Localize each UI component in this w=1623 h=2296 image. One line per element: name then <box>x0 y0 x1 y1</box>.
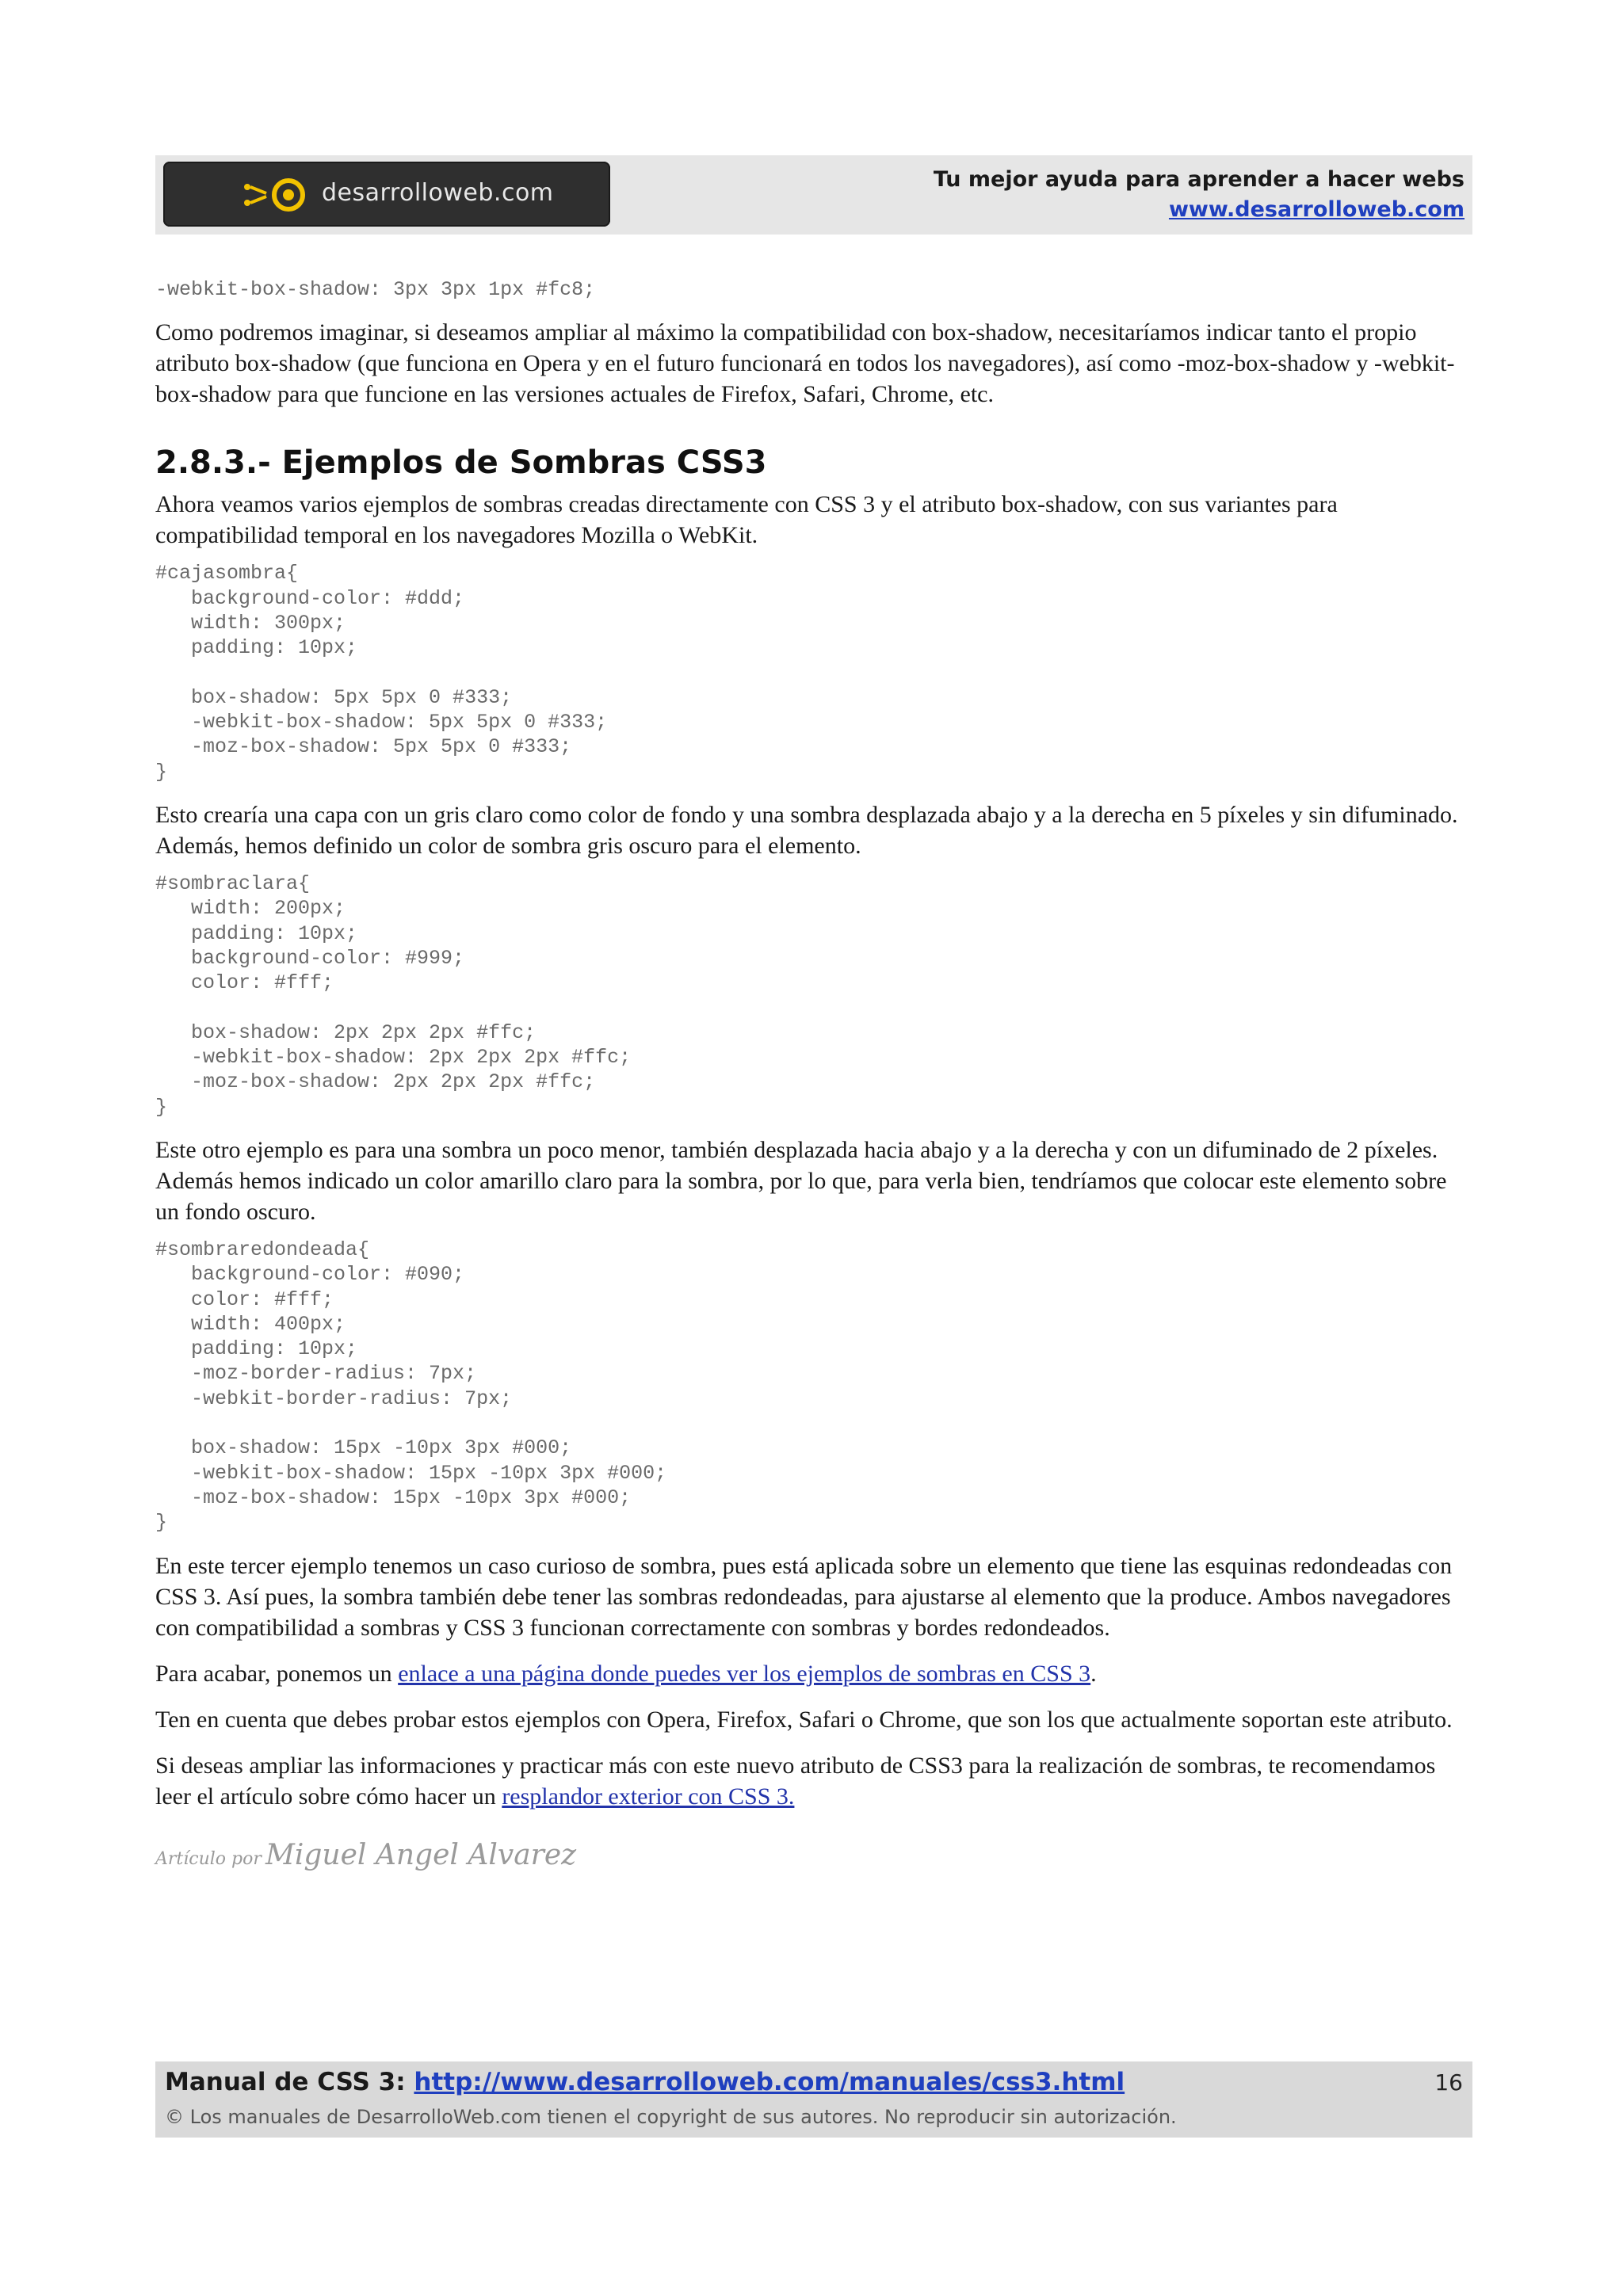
para6-suffix: . <box>1090 1660 1097 1687</box>
header-tagline <box>934 165 1465 225</box>
manual-url-link[interactable]: http://www.desarrolloweb.com/manuales/css3.html <box>414 2068 1125 2096</box>
site-logo[interactable] <box>163 162 610 227</box>
paragraph-final-link <box>155 1658 1472 1689</box>
page-footer <box>155 2061 1472 2138</box>
page-number: 16 <box>1434 2069 1463 2096</box>
paragraph-cajasombra-explained: Esto crearía una capa con un gris claro como color de fondo y una sombra desplazada abajo y a la derecha en 5 píxeles y sin difuminado. Además, hemos definido un color de sombra gris oscuro para el elemento. <box>155 801 1458 859</box>
author-name[interactable]: Miguel Angel Alvarez <box>265 1838 577 1871</box>
glow-article-link[interactable]: resplandor exterior con CSS 3. <box>502 1783 795 1810</box>
page-header <box>155 155 1472 235</box>
code-block-cajasombra: #cajasombra{ background-color: #ddd; width: 300px; padding: 10px; box-shadow: 5px 5px 0 #333; -webkit-box-shadow: 5px 5px 0 #333; -moz-box-shadow: 5px 5px 0 #333; } <box>155 562 608 784</box>
paragraph-examples-intro: Ahora veamos varios ejemplos de sombras creadas directamente con CSS 3 y el atributo box-shadow, con sus variantes para compatibilidad temporal en los navegadores Mozilla o WebKit. <box>155 491 1338 549</box>
site-url-link[interactable]: www.desarrolloweb.com <box>1168 197 1465 222</box>
article-body <box>155 277 1472 1871</box>
paragraph-browser-note: Ten en cuenta que debes probar estos ejemplos con Opera, Firefox, Safari o Chrome, que son los que actualmente soportan este atributo. <box>155 1706 1453 1733</box>
paragraph-compatibility: Como podremos imaginar, si deseamos ampliar al máximo la compatibilidad con box-shadow, necesitaríamos indicar tanto el propio atributo box-shadow (que funciona en Opera y en el futuro funcionará en todos los navegadores), así como -moz-box-shadow y -webkit-box-shadow para que funcione en las versiones actuales de Firefox, Safari, Chrome, etc. <box>155 319 1455 408</box>
logo-text: desarrolloweb.com <box>322 179 554 207</box>
manual-title <box>165 2068 1125 2096</box>
section-title: 2.8.3.- Ejemplos de Sombras CSS3 <box>155 444 767 482</box>
para6-prefix: Para acabar, ponemos un <box>155 1660 399 1687</box>
manual-label: Manual de CSS 3: <box>165 2068 406 2096</box>
paragraph-sombraredondeada-explained: En este tercer ejemplo tenemos un caso curioso de sombra, pues está aplicada sobre un elemento que tiene las esquinas redondeadas con CSS 3. Así pues, la sombra también debe tener las sombras redondeadas, para ajustarse al elemento que la produce. Ambos navegadores con compatibilidad a sombras y CSS 3 funcionan correctamente con sombras y bordes redondeados. <box>155 1552 1453 1641</box>
tagline-text: Tu mejor ayuda para aprender a hacer webs <box>933 167 1465 192</box>
code-block-sombraclara: #sombraclara{ width: 200px; padding: 10px; background-color: #999; color: #fff; box-shadow: 2px 2px 2px #ffc; -webkit-box-shadow: 2px 2px 2px #ffc; -moz-box-shadow: 2px 2px 2px #ffc; } <box>155 871 632 1119</box>
author-signature <box>155 1839 1472 1871</box>
examples-page-link[interactable]: enlace a una página donde puedes ver los ejemplos de sombras en CSS 3 <box>398 1660 1091 1687</box>
author-by-label: Artículo por <box>155 1848 262 1869</box>
paragraph-sombraclara-explained: Este otro ejemplo es para una sombra un poco menor, también desplazada hacia abajo y a la derecha y con un difuminado de 2 píxeles. Además hemos indicado un color amarillo claro para la sombra, por lo que, para verla bien, tendríamos que colocar este elemento sobre un fondo oscuro. <box>155 1136 1447 1225</box>
code-block-sombraredondeada: #sombraredondeada{ background-color: #090; color: #fff; width: 400px; padding: 10px; -moz-border-radius: 7px; -webkit-border-radius: 7px; box-shadow: 15px -10px 3px #000; -webkit-box-shadow: 15px -10px 3px #000; -moz-box-shadow: 15px -10px 3px #000; } <box>155 1238 667 1535</box>
code-intro: -webkit-box-shadow: 3px 3px 1px #fc8; <box>155 278 596 301</box>
logo-icon <box>239 177 319 212</box>
paragraph-further-reading <box>155 1750 1472 1812</box>
para8-prefix: Si deseas ampliar las informaciones y practicar más con este nuevo atributo de CSS3 para la realización de sombras, te recomendamos leer el artículo sobre cómo hacer un <box>155 1752 1436 1810</box>
copyright-notice: © Los manuales de DesarrolloWeb.com tienen el copyright de sus autores. No reproducir sin autorización. <box>165 2106 1177 2128</box>
